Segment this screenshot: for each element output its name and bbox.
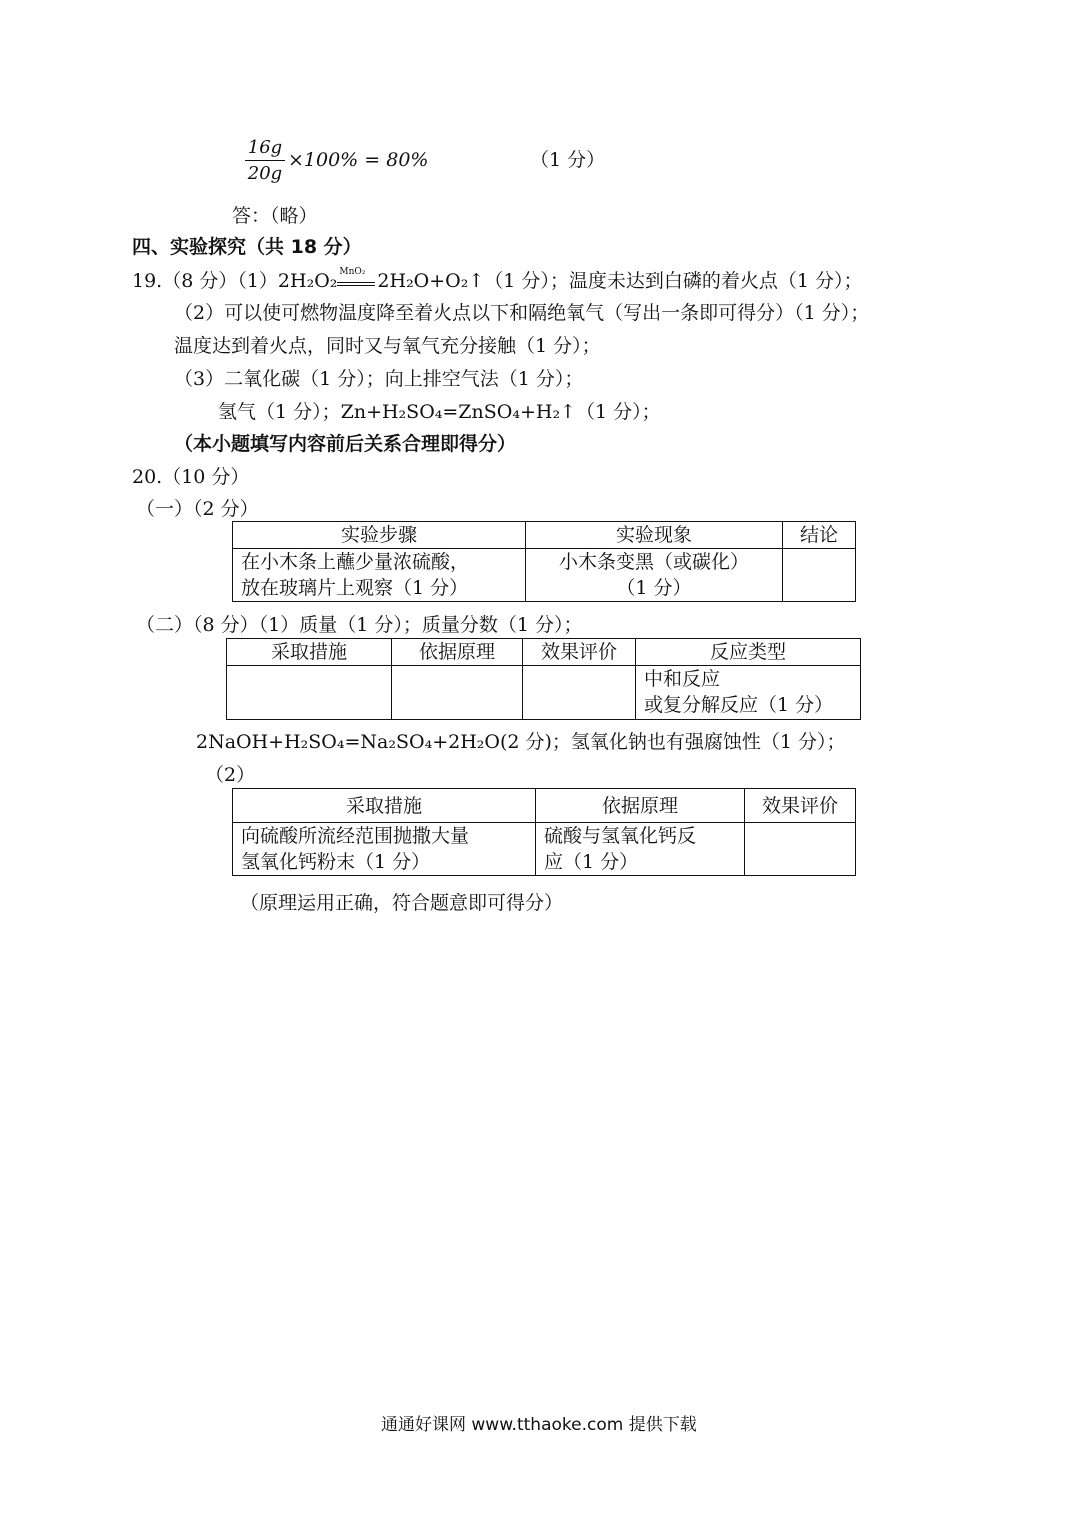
table1-header: 实验现象	[526, 522, 783, 549]
formula-expression: ×100% = 80%	[288, 149, 429, 171]
table2-header: 效果评价	[523, 639, 636, 666]
table2-header: 依据原理	[392, 639, 523, 666]
q19-line5: 氢气（1 分）；Zn+H₂SO₄=ZnSO₄+H₂↑（1 分）；	[218, 401, 661, 423]
table1-header: 结论	[783, 522, 856, 549]
q20-part1-label: （一）（2 分）	[136, 498, 259, 520]
table3-header: 依据原理	[536, 789, 745, 823]
footer: 通通好课网 www.tthaoke.com 提供下载	[381, 1415, 697, 1435]
q19-line1-prefix: 19.（8 分）（1）2H₂O₂	[132, 270, 338, 292]
fraction	[245, 137, 285, 184]
table2-cell	[227, 666, 392, 720]
table2-cell	[523, 666, 636, 720]
table1-cell	[783, 549, 856, 602]
table1-cell: 在小木条上蘸少量浓硫酸， 放在玻璃片上观察（1 分）	[233, 549, 526, 602]
q20-equation-line: 2NaOH+H₂SO₄=Na₂SO₄+2H₂O(2 分)；氢氧化钠也有强腐蚀性（1 分）；	[196, 731, 846, 753]
q19-line2: （2）可以使可燃物温度降至着火点以下和隔绝氧气（写出一条即可得分）（1 分）；	[174, 302, 870, 324]
q19-line4: （3）二氧化碳（1 分）；向上排空气法（1 分）；	[174, 368, 584, 390]
fraction-denominator: 20g	[247, 163, 283, 184]
table2-cell: 中和反应 或复分解反应（1 分）	[636, 666, 861, 720]
table-3	[232, 788, 856, 876]
fraction-numerator: 16g	[245, 137, 285, 161]
table1-cell: 小木条变黑（或碳化） （1 分）	[526, 549, 783, 602]
q20-note: （原理运用正确，符合题意即可得分）	[240, 892, 564, 914]
formula-score: （1 分）	[530, 149, 606, 171]
q20-part2-label: （二）（8 分）（1）质量（1 分）；质量分数（1 分）；	[136, 614, 583, 636]
catalyst-arrow	[337, 267, 377, 291]
q19-line3: 温度达到着火点，同时又与氧气充分接触（1 分）；	[174, 335, 601, 357]
table3-cell: 向硫酸所流经范围抛撒大量 氢氧化钙粉末（1 分）	[233, 823, 536, 876]
q19-note: （本小题填写内容前后关系合理即得分）	[174, 433, 517, 455]
table3-header: 效果评价	[745, 789, 856, 823]
table3-cell: 硫酸与氢氧化钙反 应（1 分）	[536, 823, 745, 876]
table-2	[226, 638, 861, 720]
q19-line1	[132, 266, 863, 293]
q19-line1-suffix: 2H₂O+O₂↑（1 分）；温度未达到白磷的着火点（1 分）；	[377, 270, 863, 292]
catalyst-label: MnO₂	[339, 267, 366, 277]
answer-line: 答：（略）	[232, 205, 318, 227]
table2-header: 采取措施	[227, 639, 392, 666]
table3-cell	[745, 823, 856, 876]
q20-sub2-label: （2）	[205, 764, 256, 786]
table2-cell	[392, 666, 523, 720]
table-1	[232, 521, 856, 602]
section-title: 四、实验探究（共 18 分）	[132, 236, 362, 258]
table2-header: 反应类型	[636, 639, 861, 666]
q20-header: 20.（10 分）	[132, 466, 250, 488]
table3-header: 采取措施	[233, 789, 536, 823]
table1-header: 实验步骤	[233, 522, 526, 549]
